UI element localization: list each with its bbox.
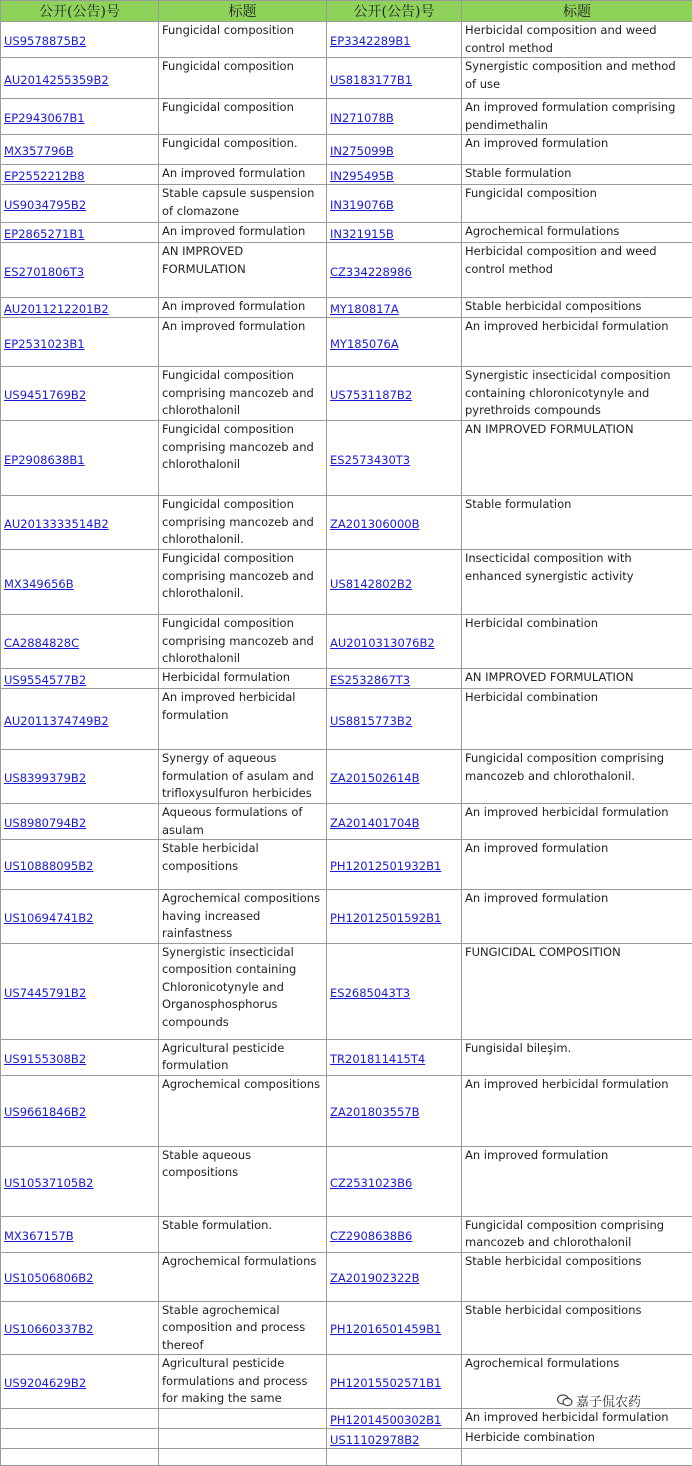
empty-cell — [462, 1448, 692, 1465]
title-left-cell — [159, 135, 327, 165]
publication-number-left-cell — [1, 1428, 159, 1448]
title-right-cell — [462, 1301, 692, 1355]
publication-number-left-cell — [1, 1301, 159, 1355]
title-left-text: Agrochemical formulations — [162, 1254, 316, 1268]
title-left-text: Herbicidal formulation — [162, 670, 290, 684]
publication-number-right-link[interactable]: ZA201902322B — [330, 1271, 419, 1285]
publication-number-right-link[interactable]: ZA201401704B — [330, 816, 419, 830]
publication-number-right-cell — [327, 1428, 462, 1448]
publication-number-left-link[interactable]: US10537105B2 — [4, 1176, 93, 1190]
title-left-cell — [159, 1355, 327, 1409]
title-right-text: Herbicidal combination — [465, 616, 598, 630]
table-row — [1, 421, 692, 496]
title-left-text: Fungicidal composition — [162, 100, 294, 114]
publication-number-left-cell — [1, 890, 159, 944]
table-row — [1, 22, 692, 58]
empty-cell — [1, 1448, 159, 1465]
title-right-text: Herbicidal combination — [465, 690, 598, 704]
title-right-cell — [462, 22, 692, 58]
table-row — [1, 223, 692, 243]
title-right-cell — [462, 689, 692, 750]
title-left-text: An improved formulation — [162, 224, 305, 238]
publication-number-right-cell — [327, 243, 462, 298]
publication-number-right-link[interactable]: ZA201803557B — [330, 1105, 419, 1119]
publication-number-left-cell — [1, 367, 159, 421]
title-left-text: Fungicidal composition comprising mancozeb and chlorothalonil — [162, 368, 314, 417]
title-right-text: An improved formulation — [465, 891, 608, 905]
title-right-text: Synergistic composition and method of use — [465, 59, 676, 91]
publication-number-right-link[interactable]: EP3342289B1 — [330, 34, 411, 48]
publication-number-right-link[interactable]: PH12012501592B1 — [330, 911, 441, 925]
title-left-text: An improved formulation — [162, 166, 305, 180]
title-right-cell — [462, 1075, 692, 1146]
title-left-text: Fungicidal composition comprising mancozeb and chlorothalonil — [162, 422, 314, 471]
title-right-text: Herbicide combination — [465, 1430, 595, 1444]
title-left-text: Agricultural pesticide formulation — [162, 1041, 284, 1073]
title-left-cell — [159, 1301, 327, 1355]
publication-number-left-cell — [1, 223, 159, 243]
publication-number-right-cell — [327, 550, 462, 615]
publication-number-left-cell — [1, 165, 159, 185]
publication-number-right-link[interactable]: ES2573430T3 — [330, 453, 410, 467]
table-row — [1, 58, 692, 99]
header-publication-number-1: 公开(公告)号 — [1, 1, 159, 22]
publication-number-left-link[interactable]: EP2865271B1 — [4, 227, 85, 241]
title-left-cell — [159, 99, 327, 135]
title-right-text: Stable formulation — [465, 497, 571, 511]
publication-number-left-cell — [1, 669, 159, 689]
empty-row — [1, 1448, 692, 1465]
publication-number-right-link[interactable]: PH12014500302B1 — [330, 1413, 441, 1427]
title-right-cell — [462, 165, 692, 185]
publication-number-left-cell — [1, 1252, 159, 1301]
table-row — [1, 243, 692, 298]
publication-number-right-cell — [327, 1075, 462, 1146]
publication-number-right-cell — [327, 1301, 462, 1355]
publication-number-left-link[interactable]: US10506806B2 — [4, 1271, 93, 1285]
title-left-cell — [159, 22, 327, 58]
title-left-text: Stable agrochemical composition and process thereof — [162, 1303, 305, 1352]
title-right-text: Insecticidal composition with enhanced synergistic activity — [465, 551, 634, 583]
title-right-cell — [462, 298, 692, 318]
title-left-cell — [159, 1408, 327, 1428]
publication-number-right-cell — [327, 298, 462, 318]
title-left-cell — [159, 689, 327, 750]
publication-number-left-cell — [1, 1146, 159, 1216]
publication-number-right-link[interactable]: ZA201502614B — [330, 771, 419, 785]
publication-number-right-link[interactable]: ES2532867T3 — [330, 673, 410, 687]
title-right-cell — [462, 135, 692, 165]
title-left-text: An improved formulation — [162, 299, 305, 313]
title-right-text: Stable herbicidal compositions — [465, 299, 642, 313]
title-right-cell — [462, 1216, 692, 1252]
publication-number-right-link[interactable]: US11102978B2 — [330, 1433, 419, 1447]
publication-number-left-cell — [1, 689, 159, 750]
title-right-cell — [462, 750, 692, 804]
publication-number-right-cell — [327, 22, 462, 58]
title-left-cell — [159, 890, 327, 944]
title-right-cell — [462, 318, 692, 367]
title-left-text: Agricultural pesticide formulations and process for making the same — [162, 1356, 308, 1405]
title-right-text: Stable herbicidal compositions — [465, 1303, 642, 1317]
publication-number-left-link[interactable]: EP2531023B1 — [4, 337, 85, 351]
wechat-watermark — [557, 1391, 641, 1410]
title-right-text: An improved herbicidal formulation — [465, 1410, 669, 1424]
title-left-cell — [159, 496, 327, 550]
publication-number-left-link[interactable]: US8399379B2 — [4, 771, 86, 785]
publication-number-left-cell — [1, 22, 159, 58]
title-left-cell — [159, 318, 327, 367]
title-right-text: An improved herbicidal formulation — [465, 1077, 669, 1091]
publication-number-right-link[interactable]: ZA201306000B — [330, 517, 419, 531]
title-left-text: Agrochemical compositions having increased rainfastness — [162, 891, 320, 940]
title-right-cell — [462, 669, 692, 689]
publication-number-right-link[interactable]: AU2010313076B2 — [330, 636, 435, 650]
header-row — [1, 1, 692, 22]
publication-number-left-link[interactable]: US9204629B2 — [4, 1376, 86, 1390]
title-right-text: Agrochemical formulations — [465, 1356, 619, 1370]
header-title-1: 标题 — [159, 1, 327, 22]
title-right-text: Fungicidal composition — [465, 186, 597, 200]
publication-number-left-link[interactable]: EP2552212B8 — [4, 169, 85, 183]
publication-number-left-link[interactable]: US10660337B2 — [4, 1322, 93, 1336]
publication-number-left-cell — [1, 1039, 159, 1075]
publication-number-left-cell — [1, 1216, 159, 1252]
title-right-text: Agrochemical formulations — [465, 224, 619, 238]
table-row — [1, 550, 692, 615]
title-left-cell — [159, 1252, 327, 1301]
publication-number-left-cell — [1, 943, 159, 1039]
title-right-text: Stable formulation — [465, 166, 571, 180]
title-right-cell — [462, 243, 692, 298]
publication-number-left-link[interactable]: US9155308B2 — [4, 1052, 86, 1066]
table-row — [1, 318, 692, 367]
publication-number-left-cell — [1, 1075, 159, 1146]
title-left-text: Synergy of aqueous formulation of asulam and trifloxysulfuron herbicides — [162, 751, 314, 800]
title-right-cell — [462, 1252, 692, 1301]
table-row — [1, 804, 692, 840]
table-row — [1, 1216, 692, 1252]
title-left-text: Fungicidal composition comprising mancozeb and chlorothalonil. — [162, 497, 314, 546]
title-right-text: Fungicidal composition comprising mancozeb and chlorothalonil. — [465, 751, 664, 783]
title-left-cell — [159, 421, 327, 496]
publication-number-left-cell — [1, 421, 159, 496]
table-row — [1, 1408, 692, 1428]
table-row — [1, 689, 692, 750]
publication-number-right-link[interactable]: PH12015502571B1 — [330, 1376, 441, 1390]
title-left-text: Stable aqueous compositions — [162, 1148, 251, 1180]
publication-number-right-cell — [327, 943, 462, 1039]
publication-number-left-cell — [1, 185, 159, 223]
publication-number-right-cell — [327, 185, 462, 223]
publication-number-left-cell — [1, 1355, 159, 1409]
publication-number-right-link[interactable]: MY185076A — [330, 337, 399, 351]
title-left-cell — [159, 58, 327, 99]
title-left-text: Aqueous formulations of asulam — [162, 805, 302, 837]
publication-number-left-cell — [1, 99, 159, 135]
publication-number-right-cell — [327, 99, 462, 135]
title-right-cell — [462, 58, 692, 99]
title-left-cell — [159, 840, 327, 890]
title-left-cell — [159, 1216, 327, 1252]
title-right-text: An improved formulation — [465, 841, 608, 855]
publication-number-left-link[interactable]: AU2014255359B2 — [4, 73, 109, 87]
publication-number-right-link[interactable]: CZ2531023B6 — [330, 1176, 412, 1190]
publication-number-left-cell — [1, 615, 159, 669]
publication-number-right-link[interactable]: PH12012501932B1 — [330, 859, 441, 873]
publication-number-right-link[interactable]: US8142802B2 — [330, 577, 412, 591]
title-right-cell — [462, 840, 692, 890]
publication-number-left-link[interactable]: AU2011212201B2 — [4, 302, 109, 316]
publication-number-right-cell — [327, 689, 462, 750]
publication-number-left-link[interactable]: ES2701806T3 — [4, 265, 84, 279]
publication-number-left-link[interactable]: AU2011374749B2 — [4, 714, 109, 728]
publication-number-right-cell — [327, 496, 462, 550]
title-right-text: An improved formulation comprising pendimethalin — [465, 100, 675, 132]
publication-number-right-link[interactable]: MY180817A — [330, 302, 399, 316]
publication-number-left-link[interactable]: US9034795B2 — [4, 198, 86, 212]
publication-number-right-link[interactable]: TR201811415T4 — [330, 1052, 425, 1066]
title-left-cell — [159, 615, 327, 669]
title-right-cell — [462, 223, 692, 243]
table-row — [1, 1301, 692, 1355]
title-left-text: Stable herbicidal compositions — [162, 841, 259, 873]
publication-number-right-cell — [327, 1408, 462, 1428]
wechat-logo-icon — [557, 1394, 573, 1407]
title-right-text: An improved formulation — [465, 136, 608, 150]
title-right-text: Synergistic insecticidal composition containing chloronicotynyle and pyrethroids compounds — [465, 368, 671, 417]
title-right-text: FUNGICIDAL COMPOSITION — [465, 945, 621, 959]
publication-number-right-cell — [327, 421, 462, 496]
title-right-text: AN IMPROVED FORMULATION — [465, 670, 634, 684]
publication-number-right-link[interactable]: US7531187B2 — [330, 388, 412, 402]
title-right-cell — [462, 1039, 692, 1075]
publication-number-left-link[interactable]: US9554577B2 — [4, 673, 86, 687]
publication-number-right-cell — [327, 318, 462, 367]
title-left-text: Fungicidal composition — [162, 23, 294, 37]
publication-number-right-link[interactable]: ES2685043T3 — [330, 986, 410, 1000]
publication-number-left-link[interactable]: US7445791B2 — [4, 986, 86, 1000]
title-left-cell — [159, 298, 327, 318]
publication-number-right-cell — [327, 804, 462, 840]
title-right-cell — [462, 1428, 692, 1448]
title-right-cell — [462, 496, 692, 550]
publication-number-left-link[interactable]: US8980794B2 — [4, 816, 86, 830]
table-row — [1, 135, 692, 165]
publication-number-right-cell — [327, 840, 462, 890]
publication-number-left-cell — [1, 750, 159, 804]
title-right-cell — [462, 890, 692, 944]
publication-number-right-cell — [327, 1216, 462, 1252]
publication-number-left-cell — [1, 496, 159, 550]
title-left-cell — [159, 165, 327, 185]
publication-number-right-link[interactable]: IN321915B — [330, 227, 394, 241]
title-left-text: Synergistic insecticidal composition containing Chloronicotynyle and Organosphosphorus compounds — [162, 945, 296, 1029]
publication-number-right-cell — [327, 669, 462, 689]
publication-number-right-cell — [327, 1252, 462, 1301]
publication-number-left-link[interactable]: MX367157B — [4, 1229, 74, 1243]
table-row — [1, 496, 692, 550]
title-right-cell — [462, 804, 692, 840]
title-left-text: Stable capsule suspension of clomazone — [162, 186, 314, 218]
title-right-text: AN IMPROVED FORMULATION — [465, 422, 634, 436]
table-row — [1, 1075, 692, 1146]
publication-number-left-cell — [1, 318, 159, 367]
title-left-cell — [159, 804, 327, 840]
title-right-cell — [462, 550, 692, 615]
title-left-cell — [159, 1075, 327, 1146]
title-left-text: Fungicidal composition comprising mancozeb and chlorothalonil. — [162, 551, 314, 600]
title-left-cell — [159, 550, 327, 615]
title-left-text: An improved formulation — [162, 319, 305, 333]
table-row — [1, 890, 692, 944]
publication-number-left-link[interactable]: MX349656B — [4, 577, 74, 591]
table-row — [1, 1039, 692, 1075]
title-right-cell — [462, 1408, 692, 1428]
table-row — [1, 1146, 692, 1216]
publication-number-right-link[interactable]: IN319076B — [330, 198, 394, 212]
header-publication-number-2: 公开(公告)号 — [327, 1, 462, 22]
title-left-cell — [159, 943, 327, 1039]
publication-number-left-link[interactable]: US10694741B2 — [4, 911, 93, 925]
publication-number-right-link[interactable]: IN275099B — [330, 144, 394, 158]
title-left-cell — [159, 1039, 327, 1075]
publication-number-left-link[interactable]: CA2884828C — [4, 636, 79, 650]
table-row — [1, 1428, 692, 1448]
title-left-text: Fungicidal composition comprising mancozeb and chlorothalonil — [162, 616, 314, 665]
table-row — [1, 943, 692, 1039]
watermark-text: 嘉子侃农药 — [576, 1391, 641, 1410]
table-row — [1, 165, 692, 185]
title-left-cell — [159, 1428, 327, 1448]
title-left-text: An improved herbicidal formulation — [162, 690, 296, 722]
publication-number-left-cell — [1, 550, 159, 615]
title-right-cell — [462, 99, 692, 135]
publication-number-right-cell — [327, 223, 462, 243]
publication-number-left-link[interactable]: AU2013333514B2 — [4, 517, 109, 531]
title-right-text: Herbicidal composition and weed control method — [465, 244, 657, 276]
title-right-cell — [462, 421, 692, 496]
publication-number-left-cell — [1, 1408, 159, 1428]
publication-number-right-cell — [327, 750, 462, 804]
table-row — [1, 750, 692, 804]
title-left-text: Agrochemical compositions — [162, 1077, 320, 1091]
title-left-cell — [159, 669, 327, 689]
title-left-text: Stable formulation. — [162, 1218, 272, 1232]
title-right-text: Fungicidal composition comprising mancozeb and chlorothalonil — [465, 1218, 664, 1250]
title-right-text: Fungisidal bileşim. — [465, 1041, 571, 1055]
empty-cell — [327, 1448, 462, 1465]
title-right-text: An improved formulation — [465, 1148, 608, 1162]
publication-number-left-cell — [1, 243, 159, 298]
publication-number-right-cell — [327, 58, 462, 99]
table-row — [1, 367, 692, 421]
publication-number-left-link[interactable]: US9578875B2 — [4, 34, 86, 48]
publication-number-left-cell — [1, 135, 159, 165]
title-left-cell — [159, 243, 327, 298]
publication-number-right-cell — [327, 135, 462, 165]
publication-number-left-link[interactable]: US10888095B2 — [4, 859, 93, 873]
title-left-text: Fungicidal composition — [162, 59, 294, 73]
title-left-cell — [159, 1146, 327, 1216]
publication-number-right-cell — [327, 367, 462, 421]
title-left-cell — [159, 185, 327, 223]
title-right-cell — [462, 367, 692, 421]
title-right-cell — [462, 943, 692, 1039]
table-row — [1, 99, 692, 135]
title-left-cell — [159, 223, 327, 243]
publication-number-left-cell — [1, 58, 159, 99]
publication-number-right-cell — [327, 165, 462, 185]
header-title-2: 标题 — [462, 1, 692, 22]
title-left-cell — [159, 750, 327, 804]
publication-number-right-cell — [327, 615, 462, 669]
publication-number-right-link[interactable]: US8183177B1 — [330, 73, 412, 87]
publication-number-left-link[interactable]: US9661846B2 — [4, 1105, 86, 1119]
publication-number-right-cell — [327, 1039, 462, 1075]
publication-number-right-link[interactable]: US8815773B2 — [330, 714, 412, 728]
publication-number-left-link[interactable]: EP2908638B1 — [4, 453, 85, 467]
title-left-text: Fungicidal composition. — [162, 136, 298, 150]
publication-number-right-link[interactable]: CZ334228986 — [330, 265, 412, 279]
publication-number-right-link[interactable]: IN271078B — [330, 111, 394, 125]
publication-number-left-cell — [1, 804, 159, 840]
table-row — [1, 1252, 692, 1301]
table-row — [1, 840, 692, 890]
title-left-text: AN IMPROVED FORMULATION — [162, 244, 246, 276]
table-row — [1, 615, 692, 669]
publication-number-right-cell — [327, 1355, 462, 1409]
publication-number-left-cell — [1, 840, 159, 890]
publication-number-left-link[interactable]: US9451769B2 — [4, 388, 86, 402]
publication-number-right-cell — [327, 1146, 462, 1216]
title-right-cell — [462, 1146, 692, 1216]
publication-number-right-link[interactable]: IN295495B — [330, 169, 394, 183]
publication-number-left-cell — [1, 298, 159, 318]
title-right-text: Stable herbicidal compositions — [465, 1254, 642, 1268]
publication-number-right-link[interactable]: CZ2908638B6 — [330, 1229, 412, 1243]
title-right-cell — [462, 615, 692, 669]
publication-number-right-link[interactable]: PH12016501459B1 — [330, 1322, 441, 1336]
table-row — [1, 669, 692, 689]
publication-number-right-cell — [327, 890, 462, 944]
title-right-cell — [462, 185, 692, 223]
publication-number-left-link[interactable]: MX357796B — [4, 144, 74, 158]
title-right-text: An improved herbicidal formulation — [465, 319, 669, 333]
publication-number-left-link[interactable]: EP2943067B1 — [4, 111, 85, 125]
table-row — [1, 185, 692, 223]
title-right-text: Herbicidal composition and weed control method — [465, 23, 657, 55]
title-left-cell — [159, 367, 327, 421]
title-right-text: An improved herbicidal formulation — [465, 805, 669, 819]
empty-cell — [159, 1448, 327, 1465]
table-row — [1, 298, 692, 318]
